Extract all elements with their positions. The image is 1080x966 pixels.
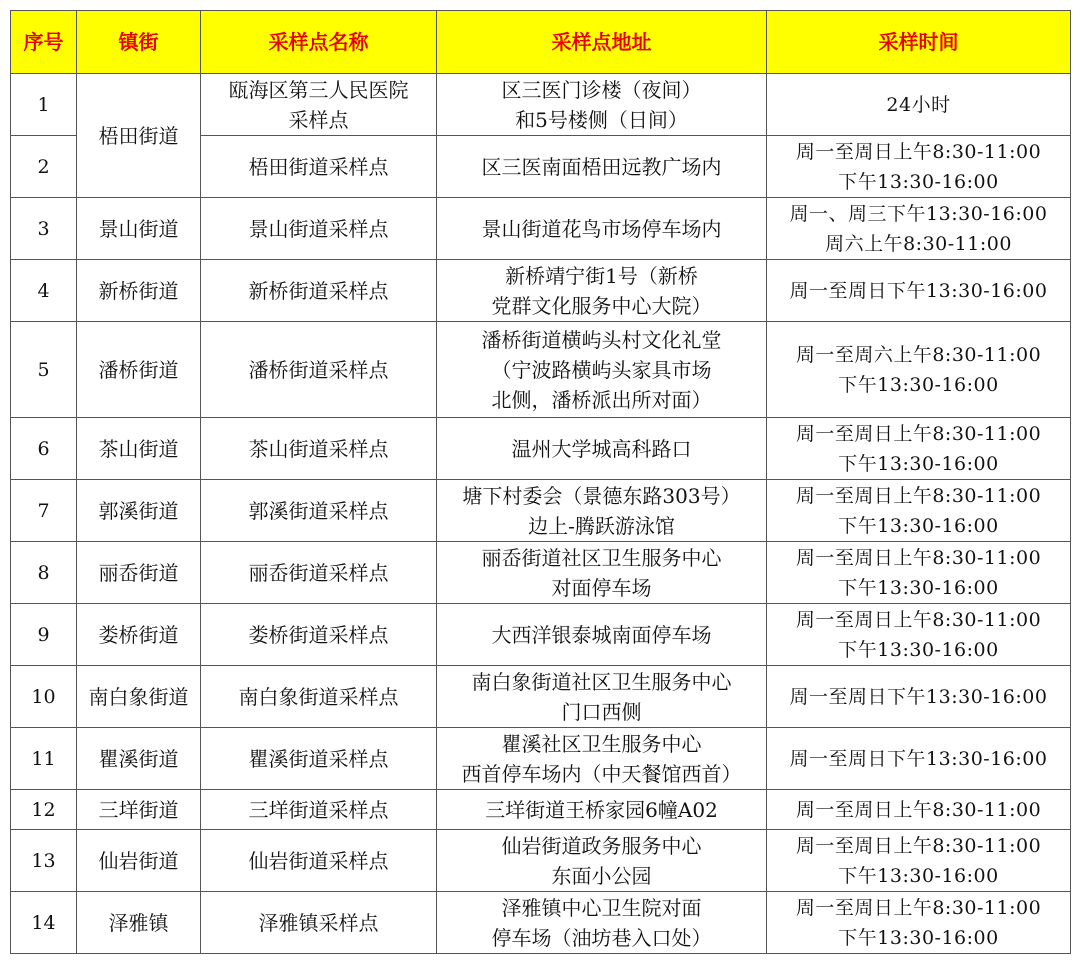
sampling-time-cell-line: 下午13:30-16:00 [838, 514, 999, 537]
town-cell: 南白象街道 [77, 666, 201, 728]
site-name-cell [201, 480, 437, 542]
sampling-time-cell-line: 下午13:30-16:00 [838, 926, 999, 949]
site-address-cell-line: 区三医南面梧田远教广场内 [481, 154, 722, 179]
sampling-time-cell-line: 下午13:30-16:00 [838, 452, 999, 475]
site-address-cell-line: 对面停车场 [551, 575, 652, 600]
sampling-time-cell [767, 542, 1071, 604]
site-name-cell [201, 542, 437, 604]
town-cell: 景山街道 [77, 198, 201, 260]
table-row [11, 322, 1071, 418]
site-address-cell [437, 728, 767, 790]
table-row [11, 728, 1071, 790]
table-row [11, 790, 1071, 830]
sampling-time-cell-line: 周一至周日下午13:30-16:00 [789, 685, 1048, 708]
sampling-time-cell-line: 周一至周日下午13:30-16:00 [789, 279, 1048, 302]
site-address-cell-line: 党群文化服务中心大院） [491, 293, 712, 318]
row-number: 9 [11, 604, 77, 666]
town-cell: 瞿溪街道 [77, 728, 201, 790]
town-cell: 泽雅镇 [77, 892, 201, 954]
row-number: 7 [11, 480, 77, 542]
table-row [11, 198, 1071, 260]
site-address-cell-line: 瞿溪社区卫生服务中心 [501, 731, 702, 756]
site-address-cell-line: 三垟街道王桥家园6幢A02 [485, 797, 718, 822]
header-town: 镇街 [77, 11, 201, 74]
sampling-time-cell-line: 周一至周日上午8:30-11:00 [795, 484, 1042, 507]
site-address-cell [437, 322, 767, 418]
header-site-address: 采样点地址 [437, 11, 767, 74]
site-address-cell [437, 198, 767, 260]
site-address-cell [437, 74, 767, 136]
sampling-time-cell-line: 下午13:30-16:00 [838, 864, 999, 887]
site-name-cell [201, 604, 437, 666]
header-sampling-time: 采样时间 [767, 11, 1071, 74]
site-name-cell [201, 322, 437, 418]
table-row [11, 260, 1071, 322]
site-address-cell [437, 892, 767, 954]
site-address-cell-line: 仙岩街道政务服务中心 [501, 833, 702, 858]
town-cell: 梧田街道 [77, 74, 201, 198]
table-row [11, 480, 1071, 542]
site-address-cell-line: （宁波路横屿头家具市场 [491, 357, 712, 382]
site-name-cell-line: 采样点 [288, 107, 349, 132]
site-name-cell [201, 418, 437, 480]
site-name-cell-line: 瓯海区第三人民医院 [228, 77, 409, 102]
sampling-time-cell [767, 790, 1071, 830]
site-name-cell-line: 梧田街道采样点 [248, 154, 389, 179]
site-name-cell [201, 136, 437, 198]
site-address-cell-line: 景山街道花鸟市场停车场内 [481, 216, 722, 241]
sampling-time-cell-line: 下午13:30-16:00 [838, 373, 999, 396]
sampling-time-cell-line: 周一至周六上午8:30-11:00 [795, 343, 1042, 366]
site-name-cell-line: 茶山街道采样点 [248, 436, 389, 461]
site-name-cell [201, 728, 437, 790]
site-name-cell-line: 南白象街道采样点 [238, 684, 399, 709]
sampling-time-cell-line: 周一至周日下午13:30-16:00 [789, 747, 1048, 770]
table-row [11, 418, 1071, 480]
sampling-time-cell [767, 260, 1071, 322]
sampling-time-cell-line: 24小时 [886, 93, 951, 116]
site-name-cell-line: 泽雅镇采样点 [258, 910, 379, 935]
town-cell: 三垟街道 [77, 790, 201, 830]
sampling-time-cell [767, 418, 1071, 480]
site-address-cell-line: 丽岙街道社区卫生服务中心 [481, 545, 722, 570]
site-address-cell-line: 南白象街道社区卫生服务中心 [471, 669, 732, 694]
sampling-time-cell [767, 198, 1071, 260]
town-cell: 丽岙街道 [77, 542, 201, 604]
town-cell: 娄桥街道 [77, 604, 201, 666]
site-name-cell-line: 潘桥街道采样点 [248, 357, 389, 382]
site-address-cell-line: 潘桥街道横屿头村文化礼堂 [481, 327, 722, 352]
site-name-cell-line: 瞿溪街道采样点 [248, 746, 389, 771]
site-address-cell [437, 830, 767, 892]
sampling-time-cell [767, 830, 1071, 892]
sampling-time-cell-line: 周一至周日上午8:30-11:00 [795, 834, 1042, 857]
site-address-cell-line: 区三医门诊楼（夜间） [501, 77, 702, 102]
site-address-cell-line: 塘下村委会（景德东路303号） [462, 483, 741, 508]
site-name-cell-line: 景山街道采样点 [248, 216, 389, 241]
sampling-time-cell [767, 74, 1071, 136]
table-row [11, 830, 1071, 892]
sampling-time-cell [767, 480, 1071, 542]
site-name-cell [201, 260, 437, 322]
site-address-cell [437, 790, 767, 830]
site-address-cell-line: 西首停车场内（中天餐馆西首） [461, 761, 742, 786]
sampling-time-cell-line: 周一至周日上午8:30-11:00 [795, 896, 1042, 919]
site-name-cell-line: 三垟街道采样点 [248, 797, 389, 822]
town-cell: 仙岩街道 [77, 830, 201, 892]
site-address-cell [437, 260, 767, 322]
site-name-cell-line: 仙岩街道采样点 [248, 848, 389, 873]
site-address-cell-line: 温州大学城高科路口 [511, 436, 692, 461]
site-name-cell-line: 新桥街道采样点 [248, 278, 389, 303]
row-number: 13 [11, 830, 77, 892]
town-cell: 潘桥街道 [77, 322, 201, 418]
table-row [11, 542, 1071, 604]
sampling-sites-table [10, 10, 1071, 954]
table-row [11, 666, 1071, 728]
town-cell: 郭溪街道 [77, 480, 201, 542]
sampling-time-cell-line: 周一至周日上午8:30-11:00 [795, 546, 1042, 569]
sampling-time-cell-line: 周一至周日上午8:30-11:00 [795, 140, 1042, 163]
table-row [11, 892, 1071, 954]
site-name-cell [201, 666, 437, 728]
site-name-cell-line: 丽岙街道采样点 [248, 560, 389, 585]
header-no: 序号 [11, 11, 77, 74]
sampling-time-cell [767, 604, 1071, 666]
row-number: 6 [11, 418, 77, 480]
site-name-cell [201, 198, 437, 260]
site-address-cell [437, 480, 767, 542]
town-cell: 茶山街道 [77, 418, 201, 480]
site-name-cell [201, 74, 437, 136]
header-row [11, 11, 1071, 74]
site-address-cell-line: 边上-腾跃游泳馆 [528, 513, 675, 538]
site-address-cell [437, 136, 767, 198]
table-body [11, 74, 1071, 954]
site-address-cell [437, 666, 767, 728]
site-name-cell [201, 830, 437, 892]
sampling-time-cell-line: 周一至周日上午8:30-11:00 [795, 798, 1042, 821]
sampling-time-cell [767, 136, 1071, 198]
site-address-cell-line: 泽雅镇中心卫生院对面 [501, 895, 702, 920]
site-address-cell-line: 新桥靖宁街1号（新桥 [505, 263, 698, 288]
row-number: 1 [11, 74, 77, 136]
site-address-cell-line: 门口西侧 [561, 699, 642, 724]
sampling-time-cell-line: 周一至周日上午8:30-11:00 [795, 608, 1042, 631]
sampling-time-cell [767, 728, 1071, 790]
sampling-time-cell-line: 下午13:30-16:00 [838, 576, 999, 599]
sampling-time-cell-line: 周一、周三下午13:30-16:00 [789, 202, 1048, 225]
site-address-cell-line: 大西洋银泰城南面停车场 [491, 622, 712, 647]
sampling-time-cell-line: 周六上午8:30-11:00 [825, 232, 1012, 255]
row-number: 11 [11, 728, 77, 790]
row-number: 5 [11, 322, 77, 418]
site-address-cell-line: 和5号楼侧（日间） [515, 107, 688, 132]
table-row [11, 604, 1071, 666]
site-name-cell [201, 790, 437, 830]
sampling-time-cell [767, 666, 1071, 728]
row-number: 10 [11, 666, 77, 728]
row-number: 12 [11, 790, 77, 830]
site-address-cell [437, 542, 767, 604]
row-number: 4 [11, 260, 77, 322]
site-address-cell-line: 停车场（油坊巷入口处） [491, 925, 712, 950]
row-number: 14 [11, 892, 77, 954]
site-address-cell [437, 604, 767, 666]
sampling-time-cell-line: 下午13:30-16:00 [838, 638, 999, 661]
sampling-time-cell [767, 892, 1071, 954]
site-name-cell-line: 娄桥街道采样点 [248, 622, 389, 647]
row-number: 2 [11, 136, 77, 198]
site-address-cell [437, 418, 767, 480]
town-cell: 新桥街道 [77, 260, 201, 322]
sampling-time-cell-line: 下午13:30-16:00 [838, 170, 999, 193]
table-row [11, 74, 1071, 136]
site-name-cell-line: 郭溪街道采样点 [248, 498, 389, 523]
sampling-time-cell [767, 322, 1071, 418]
row-number: 3 [11, 198, 77, 260]
header-site-name: 采样点名称 [201, 11, 437, 74]
row-number: 8 [11, 542, 77, 604]
site-address-cell-line: 东面小公园 [551, 863, 652, 888]
site-name-cell [201, 892, 437, 954]
sampling-time-cell-line: 周一至周日上午8:30-11:00 [795, 422, 1042, 445]
table-header [11, 11, 1071, 74]
site-address-cell-line: 北侧，潘桥派出所对面） [491, 387, 712, 412]
